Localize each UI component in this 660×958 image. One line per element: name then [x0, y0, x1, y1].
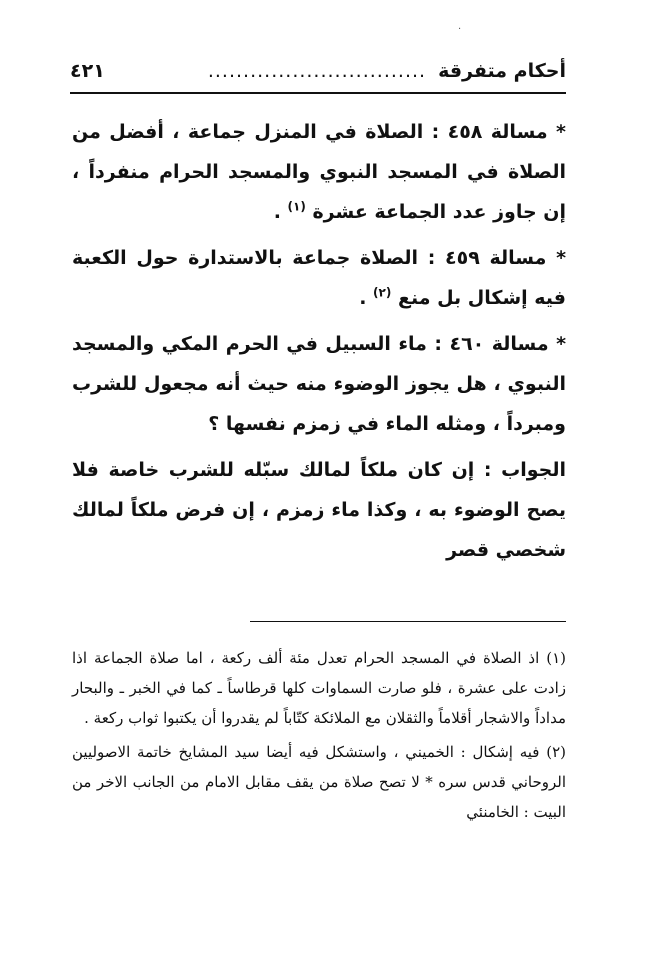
- paragraph-458: [72, 112, 566, 232]
- footnote-ref[interactable]: (٢): [373, 285, 392, 300]
- footnote-ref[interactable]: (١): [287, 199, 306, 214]
- issue-marker: * مسالة ٤٥٩: [445, 247, 566, 269]
- issue-marker: * مسالة ٤٦٠: [449, 333, 567, 355]
- header-title: أحكام متفرقة: [438, 60, 566, 82]
- paragraph-end: .: [359, 287, 374, 309]
- running-header: [70, 58, 566, 84]
- page-number: ٤٢١: [70, 60, 105, 82]
- header-leader-dots: ...............................: [207, 60, 427, 82]
- footnote-1: (١) اذ الصلاة في المسجد الحرام تعدل مئة ألف ركعة ، اما صلاة الجماعة اذا زادت على عشرة ، فلو صارت السماوات كلها قرطاساً ـ كما في الخبر ـ والبحار مداداً والاشجار أقلاماً والثقلان مع الملائكة كتّاباً لم يقدروا أن يكتبوا ثواب ركعة .: [72, 649, 566, 727]
- paragraph-text: : ماء السبيل في الحرم المكي والمسجد النبوي ، هل يجوز الوضوء منه حيث أنه مجعول للشرب ومبرداً ، ومثله الماء في زمزم نفسها ؟: [72, 333, 566, 435]
- answer-label: الجواب: [501, 459, 566, 481]
- footnotes: [72, 643, 566, 831]
- paragraph-459: [72, 238, 566, 318]
- header-rule: [70, 92, 566, 94]
- paragraph-answer: [72, 450, 566, 570]
- main-text: [72, 112, 566, 576]
- footnote-separator: [250, 621, 566, 622]
- speck-mark: ·: [458, 24, 462, 35]
- footnote-2: (٢) فيه إشكال : الخميني ، واستشكل فيه أيضا سيد المشايخ خاتمة الاصوليين الروحاني قدس سره * لا تصح صلاة من يقف مقابل الامام من الجانب الاخر من البيت : الخامنئي: [72, 743, 566, 821]
- paragraph-text: : إن كان ملكاً لمالك سبّله للشرب خاصة فلا يصح الوضوء به ، وكذا ماء زمزم ، إن فرض ملكاً لمالك شخصي قصر: [72, 459, 566, 561]
- paragraph-text: : الصلاة جماعة بالاستدارة حول الكعبة فيه إشكال بل منع: [72, 247, 566, 309]
- issue-marker: * مسالة ٤٥٨: [447, 121, 566, 143]
- paragraph-text: : الصلاة في المنزل جماعة ، أفضل من الصلاة في المسجد النبوي والمسجد الحرام منفرداً ، إن جاوز عدد الجماعة عشرة: [72, 121, 566, 223]
- paragraph-460: [72, 324, 566, 444]
- paragraph-end: .: [273, 201, 288, 223]
